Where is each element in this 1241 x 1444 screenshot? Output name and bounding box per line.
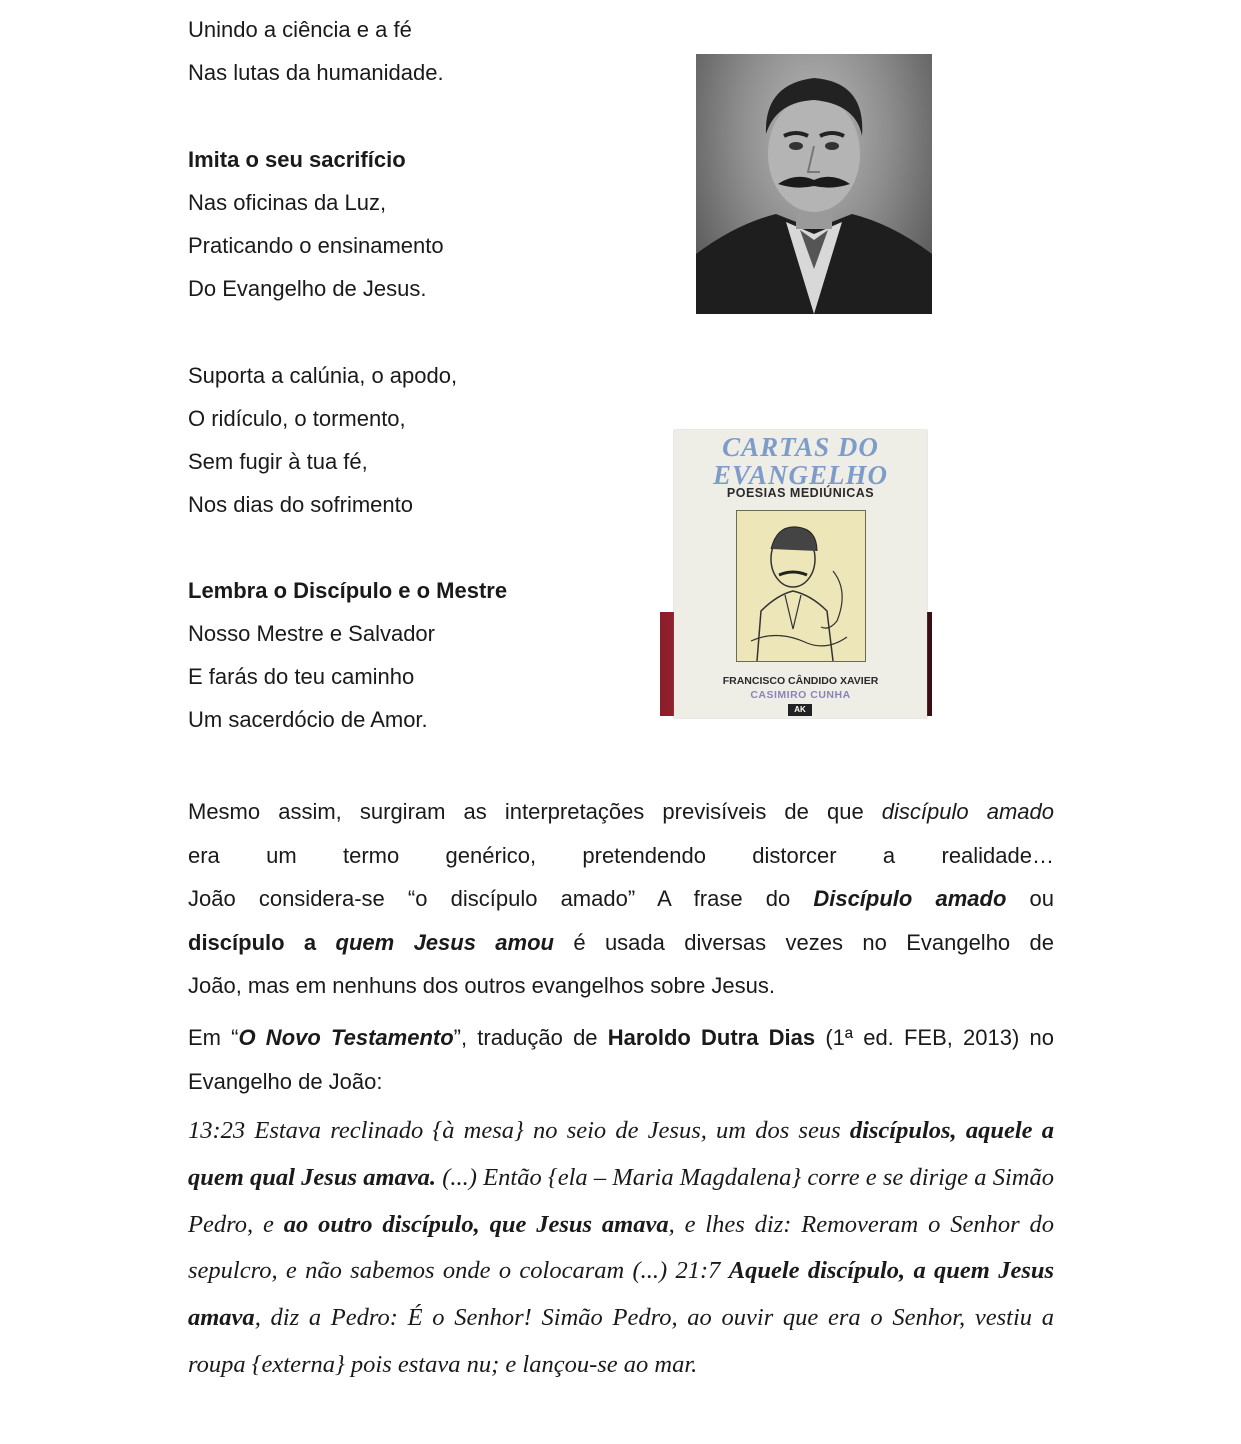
text-span: Aquele discípulo, a quem Jesus amava [188,1257,1055,1332]
text-span: (1ª ed. FEB, 2013) no Evangelho de João: [188,1025,1054,1094]
sketch-portrait-icon [737,511,865,661]
text-span: quem Jesus amou [335,929,554,955]
poem-stanza-heading: Lembra o Discípulo e o Mestre [188,578,508,603]
text-span: , diz a Pedro: É o Senhor! Simão Pedro, ao ouvir que era o Senhor, vestiu a roupa {externa} pois estava nu; e lançou-se ao mar. [188,1304,1054,1378]
poem-line: Nas lutas da humanidade. [188,60,444,85]
text-line [188,921,1054,965]
book-author: CASIMIRO CUNHA [750,689,851,701]
text-span: era um termo genérico, pretendendo distorcer a realidade… [188,842,1054,868]
text-span: discípulos, aquele a quem qual Jesus amava. [188,1117,1054,1191]
book-illustration [736,510,866,662]
text-line [188,834,1054,878]
portrait-photo [696,54,932,314]
book-author: FRANCISCO CÂNDIDO XAVIER [722,675,879,687]
portrait-illustration [696,54,932,314]
text-line [188,964,1054,1008]
text-span: João considera-se “o discípulo amado” A frase do [188,886,814,911]
text-span: João, mas em nenhuns dos outros evangelhos sobre Jesus. [188,973,776,998]
text-line [188,790,1054,834]
poem-line: Unindo a ciência e a fé [188,17,412,42]
poem-line: Suporta a calúnia, o apodo, [188,363,458,388]
text-span: Discípulo amado [813,886,1007,911]
text-span: Em “ [188,1025,239,1050]
poem-line: E farás do teu caminho [188,664,415,689]
poem-stanza-heading: Imita o seu sacrifício [188,147,406,172]
text-span: , e lhes diz: Removeram o Senhor do sepulcro, e não sabemos onde o colocaram (...) 21:7 [188,1210,1054,1285]
text-span: Mesmo assim, surgiram as interpretações previsíveis de que [188,799,882,824]
poem-line: Um sacerdócio de Amor. [188,707,428,732]
book-title: CARTAS DO [722,432,879,462]
text-span: (...) Então {ela – Maria Magdalena} corre e se dirige a Simão Pedro, e [188,1163,1054,1238]
poem-line: Nosso Mestre e Salvador [188,621,435,646]
poem-line: Do Evangelho de Jesus. [188,276,427,301]
text-span: O Novo Testamento [238,1025,454,1050]
text-span: Haroldo Dutra Dias [607,1025,816,1050]
text-span: ou [1006,886,1054,911]
text-line [188,877,1054,921]
book-title: EVANGELHO [712,460,889,490]
poem-line: Nas oficinas da Luz, [188,190,387,215]
poem-line: Nos dias do sofrimento [188,492,413,517]
poem-line: O ridículo, o tormento, [188,406,406,431]
book-cover [674,430,927,718]
text-line [188,1016,1054,1103]
text-span: discípulo a [188,929,336,955]
publisher-logo: AK [788,704,812,716]
book-subtitle: POESIAS MEDIÚNICAS [726,486,875,500]
poem-line: Sem fugir à tua fé, [188,449,368,474]
text-span: ”, tradução de [453,1025,608,1050]
text-span: discípulo amado [881,799,1054,824]
bible-quote [188,1108,1054,1389]
paragraph [188,790,1054,1008]
text-span: ao outro discípulo, que Jesus amava [283,1210,669,1238]
poem-line: Praticando o ensinamento [188,233,444,258]
text-span: 13:23 Estava reclinado {à mesa} no seio de Jesus, um dos seus [188,1117,850,1144]
paragraph [188,1016,1054,1103]
text-span: é usada diversas vezes no Evangelho de [553,929,1054,955]
